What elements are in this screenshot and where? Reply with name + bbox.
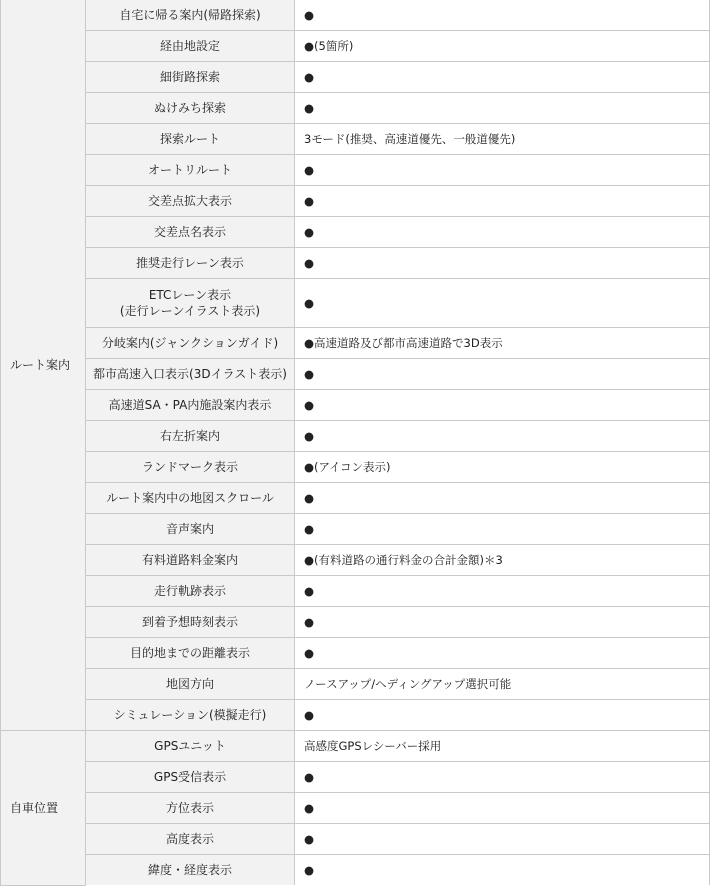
- table-row: [1, 359, 710, 390]
- feature-cell: 自宅に帰る案内(帰路探索): [86, 0, 295, 31]
- table-row: [1, 0, 710, 31]
- feature-cell: 分岐案内(ジャンクションガイド): [86, 328, 295, 359]
- feature-cell: 走行軌跡表示: [86, 576, 295, 607]
- feature-cell: 交差点名表示: [86, 217, 295, 248]
- table-row: [1, 793, 710, 824]
- feature-cell: 音声案内: [86, 514, 295, 545]
- table-row: [1, 700, 710, 731]
- feature-cell: 交差点拡大表示: [86, 186, 295, 217]
- table-row: [1, 545, 710, 576]
- value-cell: ●: [295, 186, 710, 217]
- table-row: [1, 452, 710, 483]
- value-cell: ●: [295, 279, 710, 328]
- value-cell: ●: [295, 638, 710, 669]
- value-cell: ●: [295, 155, 710, 186]
- value-cell: ●: [295, 93, 710, 124]
- feature-cell: 高速道SA・PA内施設案内表示: [86, 390, 295, 421]
- table-row: [1, 824, 710, 855]
- category-cell: 自車位置: [1, 731, 86, 886]
- value-cell: ●(有料道路の通行料金の合計金額)＊3: [295, 545, 710, 576]
- table-row: [1, 514, 710, 545]
- value-cell: ●: [295, 607, 710, 638]
- value-cell: ●: [295, 793, 710, 824]
- feature-cell: 緯度・経度表示: [86, 855, 295, 886]
- table-row: [1, 421, 710, 452]
- value-cell: ●: [295, 390, 710, 421]
- table-row: [1, 217, 710, 248]
- feature-cell: 有料道路料金案内: [86, 545, 295, 576]
- value-cell: ●: [295, 483, 710, 514]
- table-row: [1, 731, 710, 762]
- table-row: [1, 62, 710, 93]
- feature-cell: 探索ルート: [86, 124, 295, 155]
- table-row: [1, 607, 710, 638]
- value-cell: 3モード(推奨、高速道優先、一般道優先): [295, 124, 710, 155]
- spec-table-body: [1, 0, 710, 885]
- value-cell: ●(アイコン表示): [295, 452, 710, 483]
- feature-cell: オートリルート: [86, 155, 295, 186]
- value-cell: ●: [295, 248, 710, 279]
- value-cell: 高感度GPSレシーバー採用: [295, 731, 710, 762]
- feature-cell: 方位表示: [86, 793, 295, 824]
- feature-cell: ランドマーク表示: [86, 452, 295, 483]
- value-cell: ●: [295, 217, 710, 248]
- table-row: [1, 279, 710, 328]
- feature-cell: 経由地設定: [86, 31, 295, 62]
- table-row: [1, 638, 710, 669]
- value-cell: ●: [295, 700, 710, 731]
- feature-cell: 目的地までの距離表示: [86, 638, 295, 669]
- table-row: [1, 669, 710, 700]
- feature-cell: ETCレーン表示 (走行レーンイラスト表示): [86, 279, 295, 328]
- table-row: [1, 248, 710, 279]
- feature-cell: 右左折案内: [86, 421, 295, 452]
- table-row: [1, 186, 710, 217]
- table-row: [1, 762, 710, 793]
- value-cell: ノースアップ/ヘディングアップ選択可能: [295, 669, 710, 700]
- feature-cell: 高度表示: [86, 824, 295, 855]
- value-cell: ●高速道路及び都市高速道路で3D表示: [295, 328, 710, 359]
- value-cell: ●: [295, 855, 710, 886]
- feature-cell: 到着予想時刻表示: [86, 607, 295, 638]
- table-row: [1, 483, 710, 514]
- value-cell: ●: [295, 359, 710, 390]
- value-cell: ●: [295, 824, 710, 855]
- table-row: [1, 31, 710, 62]
- table-row: [1, 155, 710, 186]
- value-cell: ●: [295, 576, 710, 607]
- feature-cell: ぬけみち探索: [86, 93, 295, 124]
- feature-cell: GPSユニット: [86, 731, 295, 762]
- table-row: [1, 93, 710, 124]
- feature-cell: 細街路探索: [86, 62, 295, 93]
- feature-cell: 都市高速入口表示(3Dイラスト表示): [86, 359, 295, 390]
- feature-cell: ルート案内中の地図スクロール: [86, 483, 295, 514]
- value-cell: ●: [295, 762, 710, 793]
- feature-cell: 地図方向: [86, 669, 295, 700]
- table-row: [1, 855, 710, 886]
- value-cell: ●: [295, 0, 710, 31]
- value-cell: ●: [295, 421, 710, 452]
- table-row: [1, 390, 710, 421]
- value-cell: ●: [295, 514, 710, 545]
- feature-cell: GPS受信表示: [86, 762, 295, 793]
- table-row: [1, 576, 710, 607]
- table-row: [1, 124, 710, 155]
- value-cell: ●(5箇所): [295, 31, 710, 62]
- category-cell: ルート案内: [1, 0, 86, 731]
- feature-cell: 推奨走行レーン表示: [86, 248, 295, 279]
- value-cell: ●: [295, 62, 710, 93]
- table-row: [1, 328, 710, 359]
- feature-cell: シミュレーション(模擬走行): [86, 700, 295, 731]
